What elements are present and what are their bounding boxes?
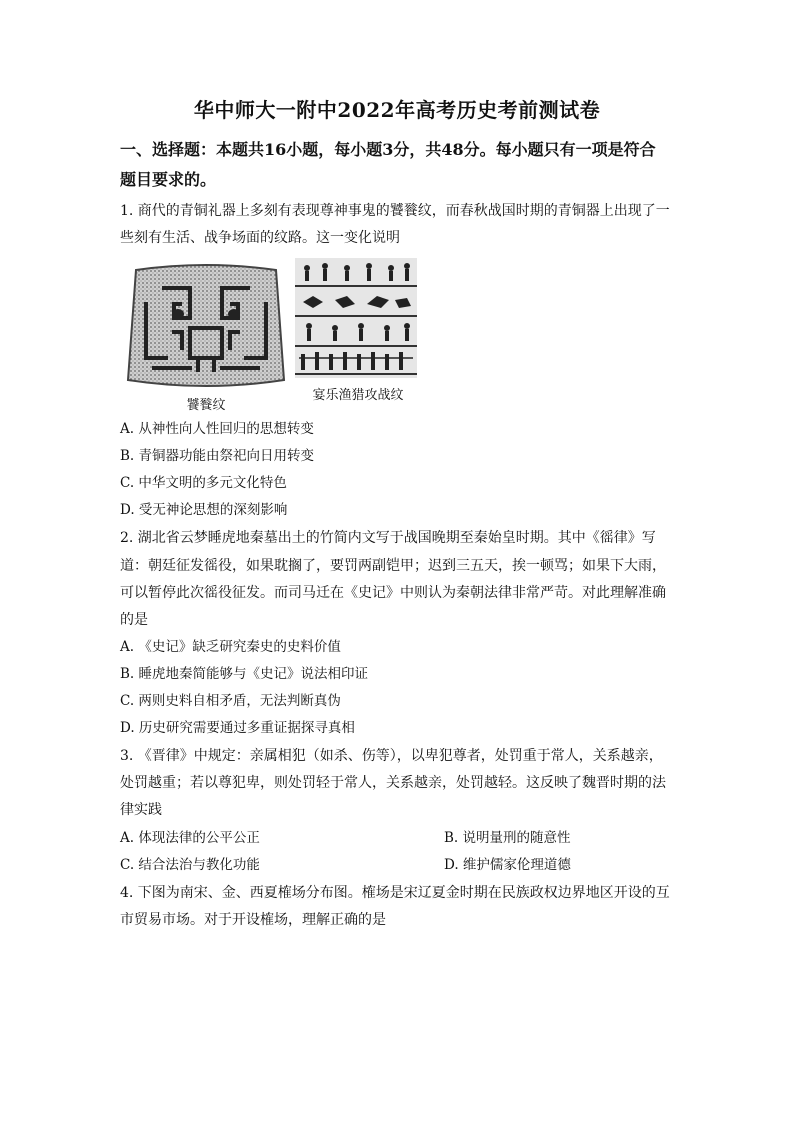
q2-stem-line2: 道：朝廷征发徭役，如果耽搁了，要罚两副铠甲；迟到三五天，挨一顿骂；如果下大雨， <box>120 558 666 574</box>
q2-option-d[interactable]: D. 历史研究需要通过多重证据探寻真相 <box>120 720 355 736</box>
q2-stem-line4: 的是 <box>120 612 148 628</box>
banquet-hunting-pattern-image <box>295 258 417 378</box>
figure-right-caption: 宴乐渔猎攻战纹 <box>312 388 404 403</box>
page-title: 华中师大一附中2022年高考历史考前测试卷 <box>193 98 601 122</box>
section-header-line1: 一、选择题：本题共16小题，每小题3分，共48分。每小题只有一项是符合 <box>120 140 656 159</box>
q1-option-d[interactable]: D. 受无神论思想的深刻影响 <box>120 502 288 518</box>
q3-option-c[interactable]: C. 结合法治与教化功能 <box>120 857 260 873</box>
q1-option-c[interactable]: C. 中华文明的多元文化特色 <box>120 475 287 491</box>
q3-option-d[interactable]: D. 维护儒家伦理道德 <box>444 857 571 873</box>
q3-stem-line3: 律实践 <box>120 802 162 818</box>
q1-stem-line2: 些刻有生活、战争场面的纹路。这一变化说明 <box>120 230 400 246</box>
q2-option-c[interactable]: C. 两则史料自相矛盾，无法判断真伪 <box>120 693 341 709</box>
q3-option-b[interactable]: B. 说明量刑的随意性 <box>444 830 571 846</box>
q2-stem-line1: 2. 湖北省云梦睡虎地秦墓出土的竹简内文写于战国晚期至秦始皇时期。其中《徭律》写 <box>120 530 656 546</box>
section-header-line2: 题目要求的。 <box>120 170 217 189</box>
q2-stem-line3: 可以暂停此次徭役征发。而司马迁在《史记》中则认为秦朝法律非常严苛。对此理解准确 <box>120 585 666 601</box>
q2-option-a[interactable]: A. 《史记》缺乏研究秦史的史料价值 <box>120 639 341 655</box>
taotie-pattern-image <box>122 262 290 392</box>
q1-option-a[interactable]: A. 从神性向人性回归的思想转变 <box>120 421 314 437</box>
q3-option-a[interactable]: A. 体现法律的公平公正 <box>120 830 260 846</box>
q1-option-b[interactable]: B. 青铜器功能由祭祀向日用转变 <box>120 448 315 464</box>
q4-stem-line1: 4. 下图为南宋、金、西夏榷场分布图。榷场是宋辽夏金时期在民族政权边界地区开设的互 <box>120 885 670 901</box>
q1-stem-line1: 1. 商代的青铜礼器上多刻有表现尊神事鬼的饕餮纹，而春秋战国时期的青铜器上出现了一 <box>120 203 670 219</box>
q2-option-b[interactable]: B. 睡虎地秦简能够与《史记》说法相印证 <box>120 666 369 682</box>
q4-stem-line2: 市贸易市场。对于开设榷场，理解正确的是 <box>120 912 386 928</box>
figure-left-caption: 饕餮纹 <box>186 398 226 413</box>
q3-stem-line1: 3. 《晋律》中规定：亲属相犯（如杀、伤等），以卑犯尊者，处罚重于常人，关系越亲， <box>120 748 663 764</box>
q3-stem-line2: 处罚越重；若以尊犯卑，则处罚轻于常人，关系越亲，处罚越轻。这反映了魏晋时期的法 <box>120 775 666 791</box>
